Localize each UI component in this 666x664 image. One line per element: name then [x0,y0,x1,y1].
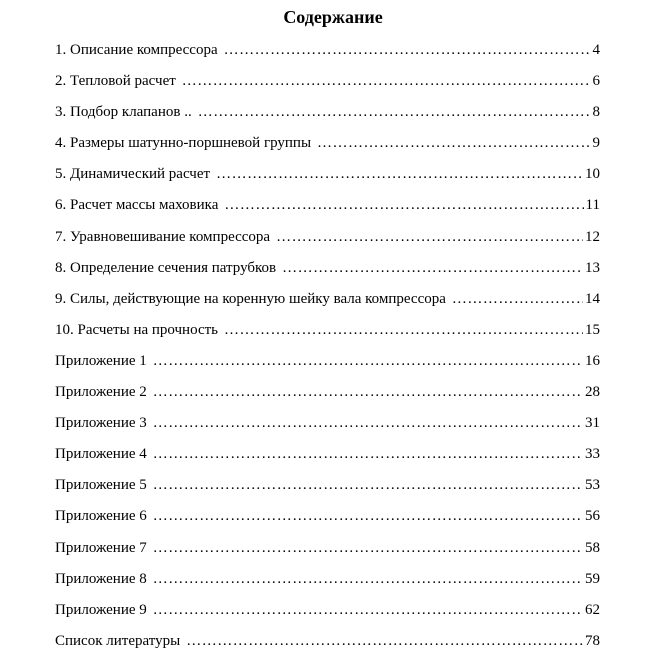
dot-leader [317,131,590,155]
dot-leader [224,318,583,342]
toc-entry [55,100,600,131]
toc-entry [55,318,600,349]
dot-leader [282,256,583,280]
toc-entry [55,349,600,380]
toc-entry-label: Приложение 2 [55,384,147,401]
dot-leader [153,473,583,497]
toc-entry-page: 16 [585,352,600,369]
toc-entry [55,225,600,256]
dot-leader [224,193,583,217]
table-of-contents [55,38,600,660]
toc-entry-label: Приложение 5 [55,477,147,494]
toc-entry [55,598,600,629]
dot-leader [224,38,591,62]
toc-entry-label: 4. Размеры шатунно-поршневой группы [55,135,312,152]
dot-leader [186,629,583,653]
toc-entry-page: 78 [585,632,600,649]
toc-entry [55,629,600,660]
dot-leader [276,225,583,249]
toc-entry-page: 4 [592,42,600,58]
toc-entry [55,162,600,193]
toc-entry-page: 56 [585,508,600,525]
toc-entry-label: 9. Силы, действующие на коренную шейку вала компрессора [55,290,446,307]
toc-entry [55,473,600,504]
toc-entry-page: 53 [585,477,600,494]
toc-entry [55,442,600,473]
toc-entry-page: 10 [585,166,600,183]
toc-entry [55,69,600,100]
dot-leader [153,411,583,435]
dot-leader [153,349,583,373]
toc-entry-label: 3. Подбор клапанов .. [55,104,192,121]
toc-entry-page: 59 [585,570,600,587]
toc-entry-page: 15 [585,321,600,338]
toc-entry-page: 62 [585,601,600,618]
toc-entry [55,411,600,442]
toc-entry-page: 9 [592,135,600,152]
dot-leader [153,504,583,528]
toc-entry-label: 7. Уравновешивание компрессора [55,228,271,245]
dot-leader [216,162,583,186]
toc-entry [55,567,600,598]
toc-entry-label: Список литературы [55,632,181,649]
toc-entry-label: 1. Описание компрессора [55,42,218,58]
dot-leader [153,380,583,404]
toc-entry [55,193,600,224]
toc-entry-page: 12 [585,228,600,245]
toc-entry-page: 6 [592,73,600,90]
toc-entry-page: 11 [585,197,600,214]
toc-entry [55,131,600,162]
dot-leader [153,567,583,591]
toc-entry-label: 6. Расчет массы маховика [55,197,219,214]
toc-entry-label: 5. Динамический расчет [55,166,211,183]
dot-leader [153,536,583,560]
toc-entry-label: 8. Определение сечения патрубков [55,259,277,276]
toc-entry-label: Приложение 9 [55,601,147,618]
dot-leader [452,287,583,311]
toc-entry-page: 58 [585,539,600,556]
toc-entry-page: 8 [592,104,600,121]
toc-entry [55,38,600,69]
dot-leader [153,442,583,466]
toc-entry-page: 28 [585,384,600,401]
toc-entry [55,504,600,535]
toc-entry-page: 31 [585,415,600,432]
toc-entry-label: 10. Расчеты на прочность [55,321,219,338]
page-title: Содержание [283,7,383,27]
toc-entry [55,256,600,287]
dot-leader [153,598,583,622]
toc-entry [55,380,600,411]
toc-entry-label: Приложение 8 [55,570,147,587]
toc-entry-page: 13 [585,259,600,276]
toc-entry [55,287,600,318]
toc-entry-label: Приложение 6 [55,508,147,525]
toc-entry-page: 14 [585,290,600,307]
dot-leader [198,100,591,124]
toc-entry-label: Приложение 4 [55,446,147,463]
toc-entry-label: Приложение 3 [55,415,147,432]
toc-entry-page: 33 [585,446,600,463]
toc-entry [55,536,600,567]
toc-entry-label: Приложение 1 [55,352,147,369]
dot-leader [182,69,591,93]
toc-entry-label: Приложение 7 [55,539,147,556]
toc-entry-label: 2. Тепловой расчет [55,73,176,90]
